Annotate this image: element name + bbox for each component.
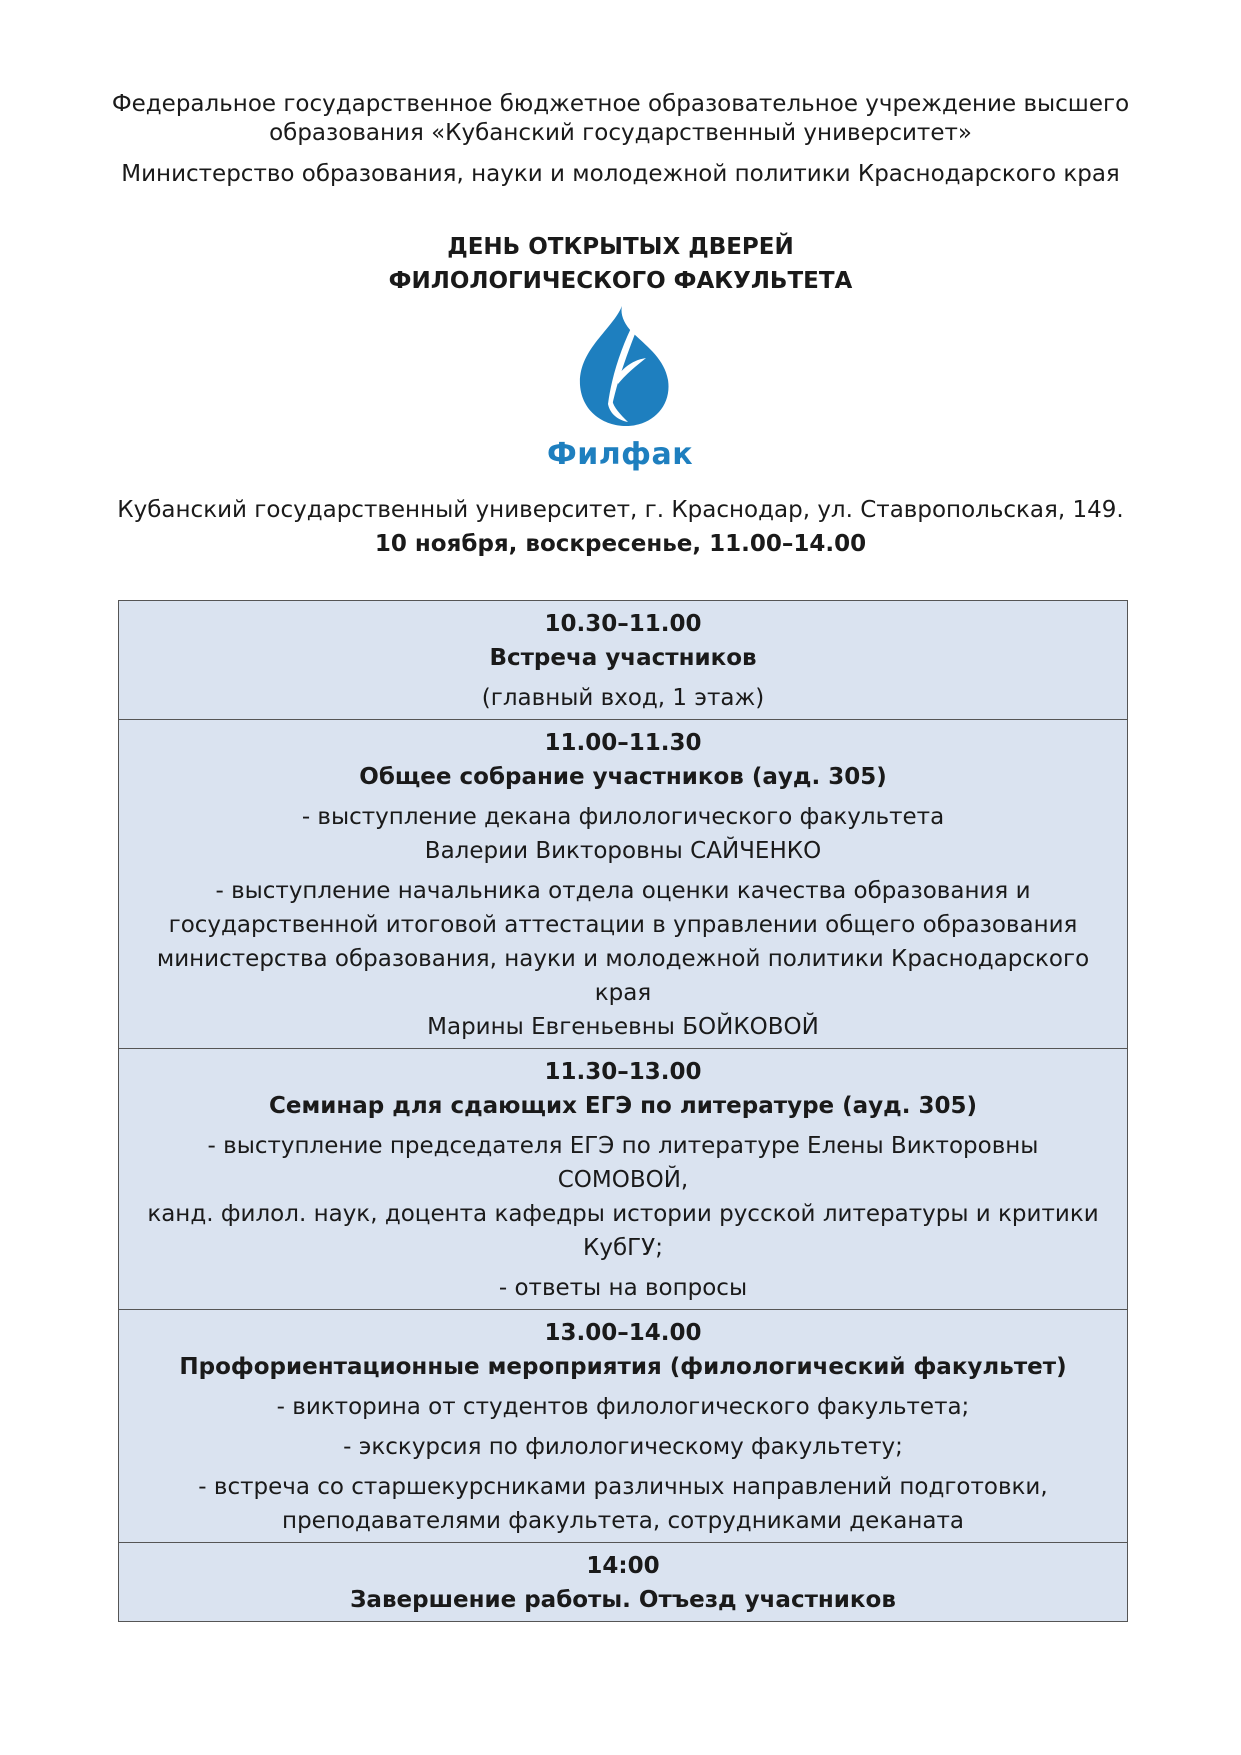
session-item-line: - выступление председателя ЕГЭ по литературе Елены Викторовны СОМОВОЙ,: [207, 1133, 1039, 1193]
event-title-line-2: ФИЛОЛОГИЧЕСКОГО ФАКУЛЬТЕТА: [388, 268, 853, 294]
session-item: [139, 874, 1107, 1044]
event-date: 10 ноября, воскресенье, 11.00–14.00: [374, 531, 867, 557]
session-item-line: Валерии Викторовны САЙЧЕНКО: [424, 838, 822, 864]
session-time: 10.30–11.00: [544, 611, 702, 637]
session-item-line: канд. филол. наук, доцента кафедры истории русской литературы и критики: [147, 1201, 1099, 1227]
session-item-line: КубГУ;: [583, 1235, 663, 1261]
venue-address: Кубанский государственный университет, г. Краснодар, ул. Ставропольская, 149.: [117, 497, 1124, 523]
session-time: 11.30–13.00: [544, 1059, 702, 1085]
session-title: Семинар для сдающих ЕГЭ по литературе (ауд. 305): [268, 1093, 978, 1119]
schedule-row: [119, 601, 1127, 720]
session-item-line: Марины Евгеньевны БОЙКОВОЙ: [427, 1014, 819, 1040]
session-item-line: - встреча со старшекурсниками различных направлений подготовки,: [198, 1474, 1048, 1500]
organization-line-2: образования «Кубанский государственный университет»: [269, 120, 972, 146]
session-item-line: преподавателями факультета, сотрудниками деканата: [282, 1508, 964, 1534]
session-item-line: - экскурсия по филологическому факультету;: [343, 1434, 903, 1460]
session-title: Общее собрание участников (ауд. 305): [359, 764, 887, 790]
session-time: 13.00–14.00: [544, 1320, 702, 1346]
session-time: 14:00: [586, 1553, 660, 1579]
event-title-line-1: ДЕНЬ ОТКРЫТЫХ ДВЕРЕЙ: [447, 234, 794, 260]
session-item: [139, 1430, 1107, 1464]
session-time: 11.00–11.30: [544, 730, 702, 756]
session-title: Завершение работы. Отъезд участников: [350, 1587, 896, 1613]
session-item-line: - выступление декана филологического факультета: [301, 804, 945, 830]
session-item: [139, 681, 1107, 715]
session-item: [139, 1470, 1107, 1538]
schedule-row: [119, 720, 1127, 1049]
session-item: [139, 1390, 1107, 1424]
session-item-line: (главный вход, 1 этаж): [481, 685, 765, 711]
session-item: [139, 800, 1107, 868]
session-item-line: - ответы на вопросы: [498, 1275, 748, 1301]
organization-header: [100, 90, 1141, 148]
session-item-line: министерства образования, науки и молодежной политики Краснодарского края: [156, 946, 1090, 1006]
schedule-table: [118, 600, 1128, 1622]
logo-text: Филфак: [546, 437, 694, 472]
session-title: Профориентационные мероприятия (филологический факультет): [179, 1354, 1067, 1380]
session-item-line: - викторина от студентов филологического факультета;: [276, 1394, 970, 1420]
schedule-row: [119, 1543, 1127, 1621]
schedule-row: [119, 1049, 1127, 1310]
session-item-line: - выступление начальника отдела оценки качества образования и: [215, 878, 1031, 904]
schedule-row: [119, 1310, 1127, 1543]
session-title: Встреча участников: [489, 645, 757, 671]
event-title: [100, 230, 1141, 298]
session-item: [139, 1271, 1107, 1305]
session-item: [139, 1129, 1107, 1265]
ministry-line: Министерство образования, науки и молодежной политики Краснодарского края: [121, 161, 1120, 187]
organization-line-1: Федеральное государственное бюджетное образовательное учреждение высшего: [111, 91, 1130, 117]
session-item-line: государственной итоговой аттестации в управлении общего образования: [168, 912, 1078, 938]
